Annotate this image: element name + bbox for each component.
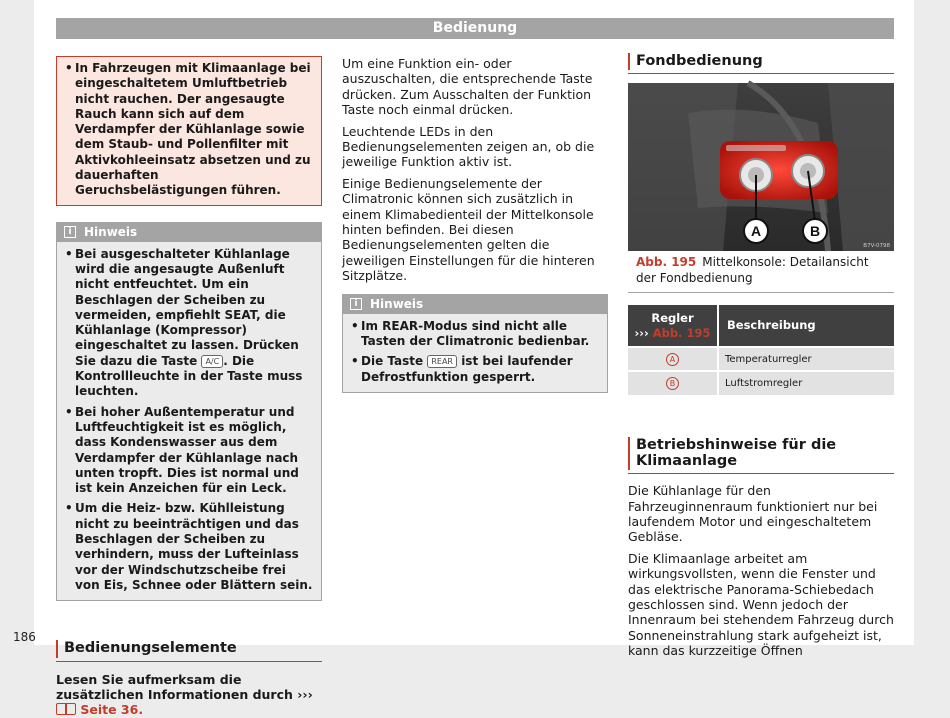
note-header xyxy=(342,294,608,314)
caption-label: Abb. 195 xyxy=(636,255,697,270)
note-header xyxy=(56,222,322,242)
paragraph: Einige Bedienungselemente der Climatronic können sich zusätzlich in einem Klimabedienteil der Mittelkonsole hinten befinden. Bei diesen Bedienungselementen gelten die jeweiligen Einstellungen für die hinteren Sitzplätze. xyxy=(342,175,595,284)
note-body xyxy=(342,314,608,393)
note-title: Hinweis xyxy=(84,224,138,239)
note-title: Hinweis xyxy=(370,296,424,311)
figure-code: B7V-0798 xyxy=(863,243,890,250)
paragraph: Um eine Funktion ein- oder auszuschalten, die entsprechende Taste drücken. Zum Ausschalten der Funktion Taste noch einmal drücken. xyxy=(342,56,593,118)
info-icon: i xyxy=(350,298,362,310)
column-left xyxy=(56,56,322,718)
link-arrows: ››› xyxy=(297,687,313,703)
rear-console-figure xyxy=(628,83,894,251)
table-cell-key xyxy=(628,371,718,395)
note-body xyxy=(56,242,322,602)
note-item xyxy=(65,247,313,400)
table-cell-desc: Temperaturregler xyxy=(718,347,894,371)
column-middle xyxy=(342,56,608,393)
section-intro xyxy=(56,672,322,718)
paragraph: Leuchtende LEDs in den Bedienungselementen zeigen an, ob die jeweilige Funktion aktiv ist. xyxy=(342,123,595,170)
book-icon xyxy=(56,703,76,715)
paragraph: Die Kühlanlage für den Fahrzeuginnenraum funktioniert nur bei laufendem Motor und eingeschaltetem Gebläse. xyxy=(628,483,878,545)
callout-b: B xyxy=(809,223,821,240)
rear-key-icon: REAR xyxy=(427,355,457,368)
figure-caption xyxy=(628,251,894,293)
paragraph: Die Klimaanlage arbeitet am wirkungsvollsten, wenn die Fenster und das elektrische Panorama-Schiebedach geschlossen sind. Wenn jedoch der Innenraum bei stehendem Fahrzeug durch Sonneneinstrahlung stark aufgeheizt ist, kann das kurzzeitige Öffnen xyxy=(628,550,894,659)
note-box xyxy=(342,294,608,393)
note-text: ist bei laufender Defrostfunktion gesperrt. xyxy=(361,354,573,384)
note-text: Bei ausgeschalteter Kühlanlage wird die angesaugte Außenluft nicht entfeuchtet. Um ein Beschlagen der Scheiben zu vermeiden, empfiehlt SEAT, die Kühlanlage (Kompressor) eingeschaltet zu lassen. Drücken Sie dazu die Taste xyxy=(75,246,299,368)
rear-console-illustration xyxy=(628,83,894,251)
note-item: • Im REAR-Modus sind nicht alle Tasten der Climatronic bedienbar. xyxy=(351,319,599,350)
table-header-description: Beschreibung xyxy=(718,305,894,347)
link-arrows: ››› xyxy=(634,325,649,340)
table-cell-key xyxy=(628,347,718,371)
note-box xyxy=(56,222,322,602)
table-row xyxy=(628,371,894,395)
table-row xyxy=(628,347,894,371)
header-text: Regler xyxy=(651,310,694,325)
callout-b-icon: B xyxy=(666,377,679,390)
note-text: . Die Kontrollleuchte in der Taste muss leuchten. xyxy=(75,353,303,399)
chapter-header: Bedienung xyxy=(56,18,894,39)
ac-key-icon: A/C xyxy=(201,355,223,368)
note-text: Die Taste xyxy=(361,354,424,369)
note-item: • Um die Heiz- bzw. Kühlleistung nicht zu beeinträchtigen und das Beschlagen der Scheiben zu verhindern, muss der Lufteinlass vor der Windschutzscheibe frei von Eis, Schnee oder Blättern sein. xyxy=(65,501,313,593)
page-number: 186 xyxy=(13,630,36,644)
section-title-fondbedienung: Fondbedienung xyxy=(628,50,894,74)
section-title-betriebshinweise: Betriebshinweise für die Klimaanlage xyxy=(628,434,894,474)
column-right xyxy=(628,50,894,665)
controls-table xyxy=(628,305,894,395)
page-link[interactable]: Seite 36. xyxy=(80,702,144,718)
warning-item: • In Fahrzeugen mit Klimaanlage bei eingeschaltetem Umluftbetrieb nicht rauchen. Der angesaugte Rauch kann sich auf dem Verdampfer der Kühlanlage sowie dem Staub- und Pollenfilter mit Aktivkohleeinsatz absetzen und zu dauerhaften Geruchsbelästigungen führen. xyxy=(65,61,313,199)
callout-a-icon: A xyxy=(666,353,679,366)
section-title-bedienungselemente: Bedienungselemente xyxy=(56,637,322,661)
warning-box xyxy=(56,56,322,206)
table-header-control xyxy=(628,305,718,347)
figure-link[interactable]: Abb. 195 xyxy=(652,325,711,340)
caption-text: Mittelkonsole: Detailansicht der Fondbedienung xyxy=(636,255,869,285)
info-icon: i xyxy=(64,226,76,238)
note-item xyxy=(351,354,599,385)
intro-text: Lesen Sie aufmerksam die zusätzlichen Informationen durch xyxy=(56,671,293,703)
callout-a: A xyxy=(750,223,762,240)
table-cell-desc: Luftstromregler xyxy=(718,371,894,395)
note-item: • Bei hoher Außentemperatur und Luftfeuchtigkeit ist es möglich, dass Kondenswasser aus dem Verdampfer der Kühlanlage nach unten tropft. Dies ist normal und ist kein Anzeichen für ein Leck. xyxy=(65,405,313,497)
